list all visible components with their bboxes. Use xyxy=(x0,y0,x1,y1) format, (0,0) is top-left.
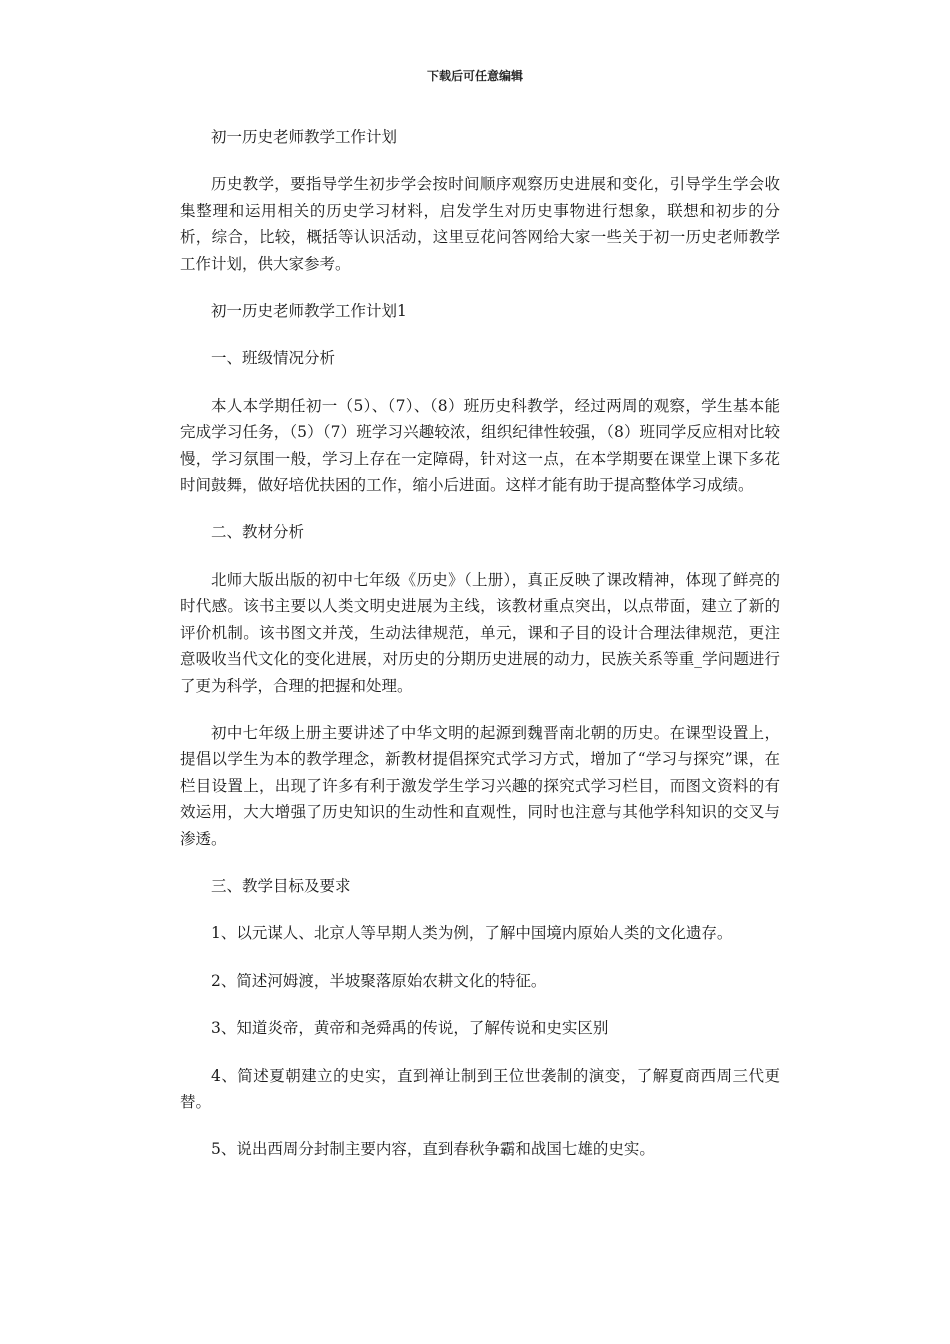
textbook-analysis-paragraph-1: 北师大版出版的初中七年级《历史》（上册），真正反映了课改精神，体现了鲜亮的时代感。该书主要以人类文明史进展为主线，该教材重点突出，以点带面，建立了新的评价机制。该书图文并茂，生动法律规范，单元，课和子目的设计合理法律规范，更注意吸收当代文化的变化进展，对历史的分期历史进展的动力，民族关系等重_学问题进行了更为科学，合理的把握和处理。 xyxy=(180,570,780,695)
section-heading-class-analysis: 一、班级情况分析 xyxy=(211,349,336,368)
document-subtitle: 初一历史老师教学工作计划1 xyxy=(211,302,407,321)
goal-item: 3、知道炎帝，黄帝和尧舜禹的传说，了解传说和史实区别 xyxy=(211,1019,609,1038)
intro-paragraph: 历史教学，要指导学生初步学会按时间顺序观察历史进展和变化，引导学生学会收集整理和运用相关的历史学习材料，启发学生对历史事物进行想象，联想和初步的分析，综合，比较，概括等认识活动，这里豆花问答网给大家一些关于初一历史老师教学工作计划，供大家参考。 xyxy=(180,175,780,273)
textbook-analysis-paragraph-2: 初中七年级上册主要讲述了中华文明的起源到魏晋南北朝的历史。在课型设置上，提倡以学生为本的教学理念，新教材提倡探究式学习方式，增加了“学习与探究”课，在栏目设置上，出现了许多有利于激发学生学习兴趣的探究式学习栏目，而图文资料的有效运用，大大增强了历史知识的生动性和直观性，同时也注意与其他学科知识的交叉与渗透。 xyxy=(180,723,780,848)
header-note: 下载后可任意编辑 xyxy=(426,69,523,83)
document-title: 初一历史老师教学工作计划 xyxy=(211,128,398,146)
section-heading-teaching-goals: 三、教学目标及要求 xyxy=(211,876,351,895)
goal-item: 1、以元谋人、北京人等早期人类为例，了解中国境内原始人类的文化遗存。 xyxy=(211,924,733,943)
class-analysis-paragraph: 本人本学期任初一（5）、（7）、（8）班历史科教学，经过两周的观察，学生基本能完成学习任务，（5）（7）班学习兴趣较浓，组织纪律性较强，（8）班同学反应相对比较慢，学习氛围一般，学习上存在一定障碍，针对这一点，在本学期要在课堂上课下多花时间鼓舞，做好培优扶困的工作，缩小后进面。这样才能有助于提高整体学习成绩。 xyxy=(180,396,780,495)
goal-item: 4、简述夏朝建立的史实，直到禅让制到王位世袭制的演变，了解夏商西周三代更替。 xyxy=(180,1066,780,1111)
goal-item: 2、简述河姆渡，半坡聚落原始农耕文化的特征。 xyxy=(211,971,547,990)
document-body xyxy=(180,124,780,1184)
goal-item: 5、说出西周分封制主要内容，直到春秋争霸和战国七雄的史实。 xyxy=(211,1140,655,1159)
section-heading-textbook-analysis: 二、教材分析 xyxy=(211,523,305,542)
